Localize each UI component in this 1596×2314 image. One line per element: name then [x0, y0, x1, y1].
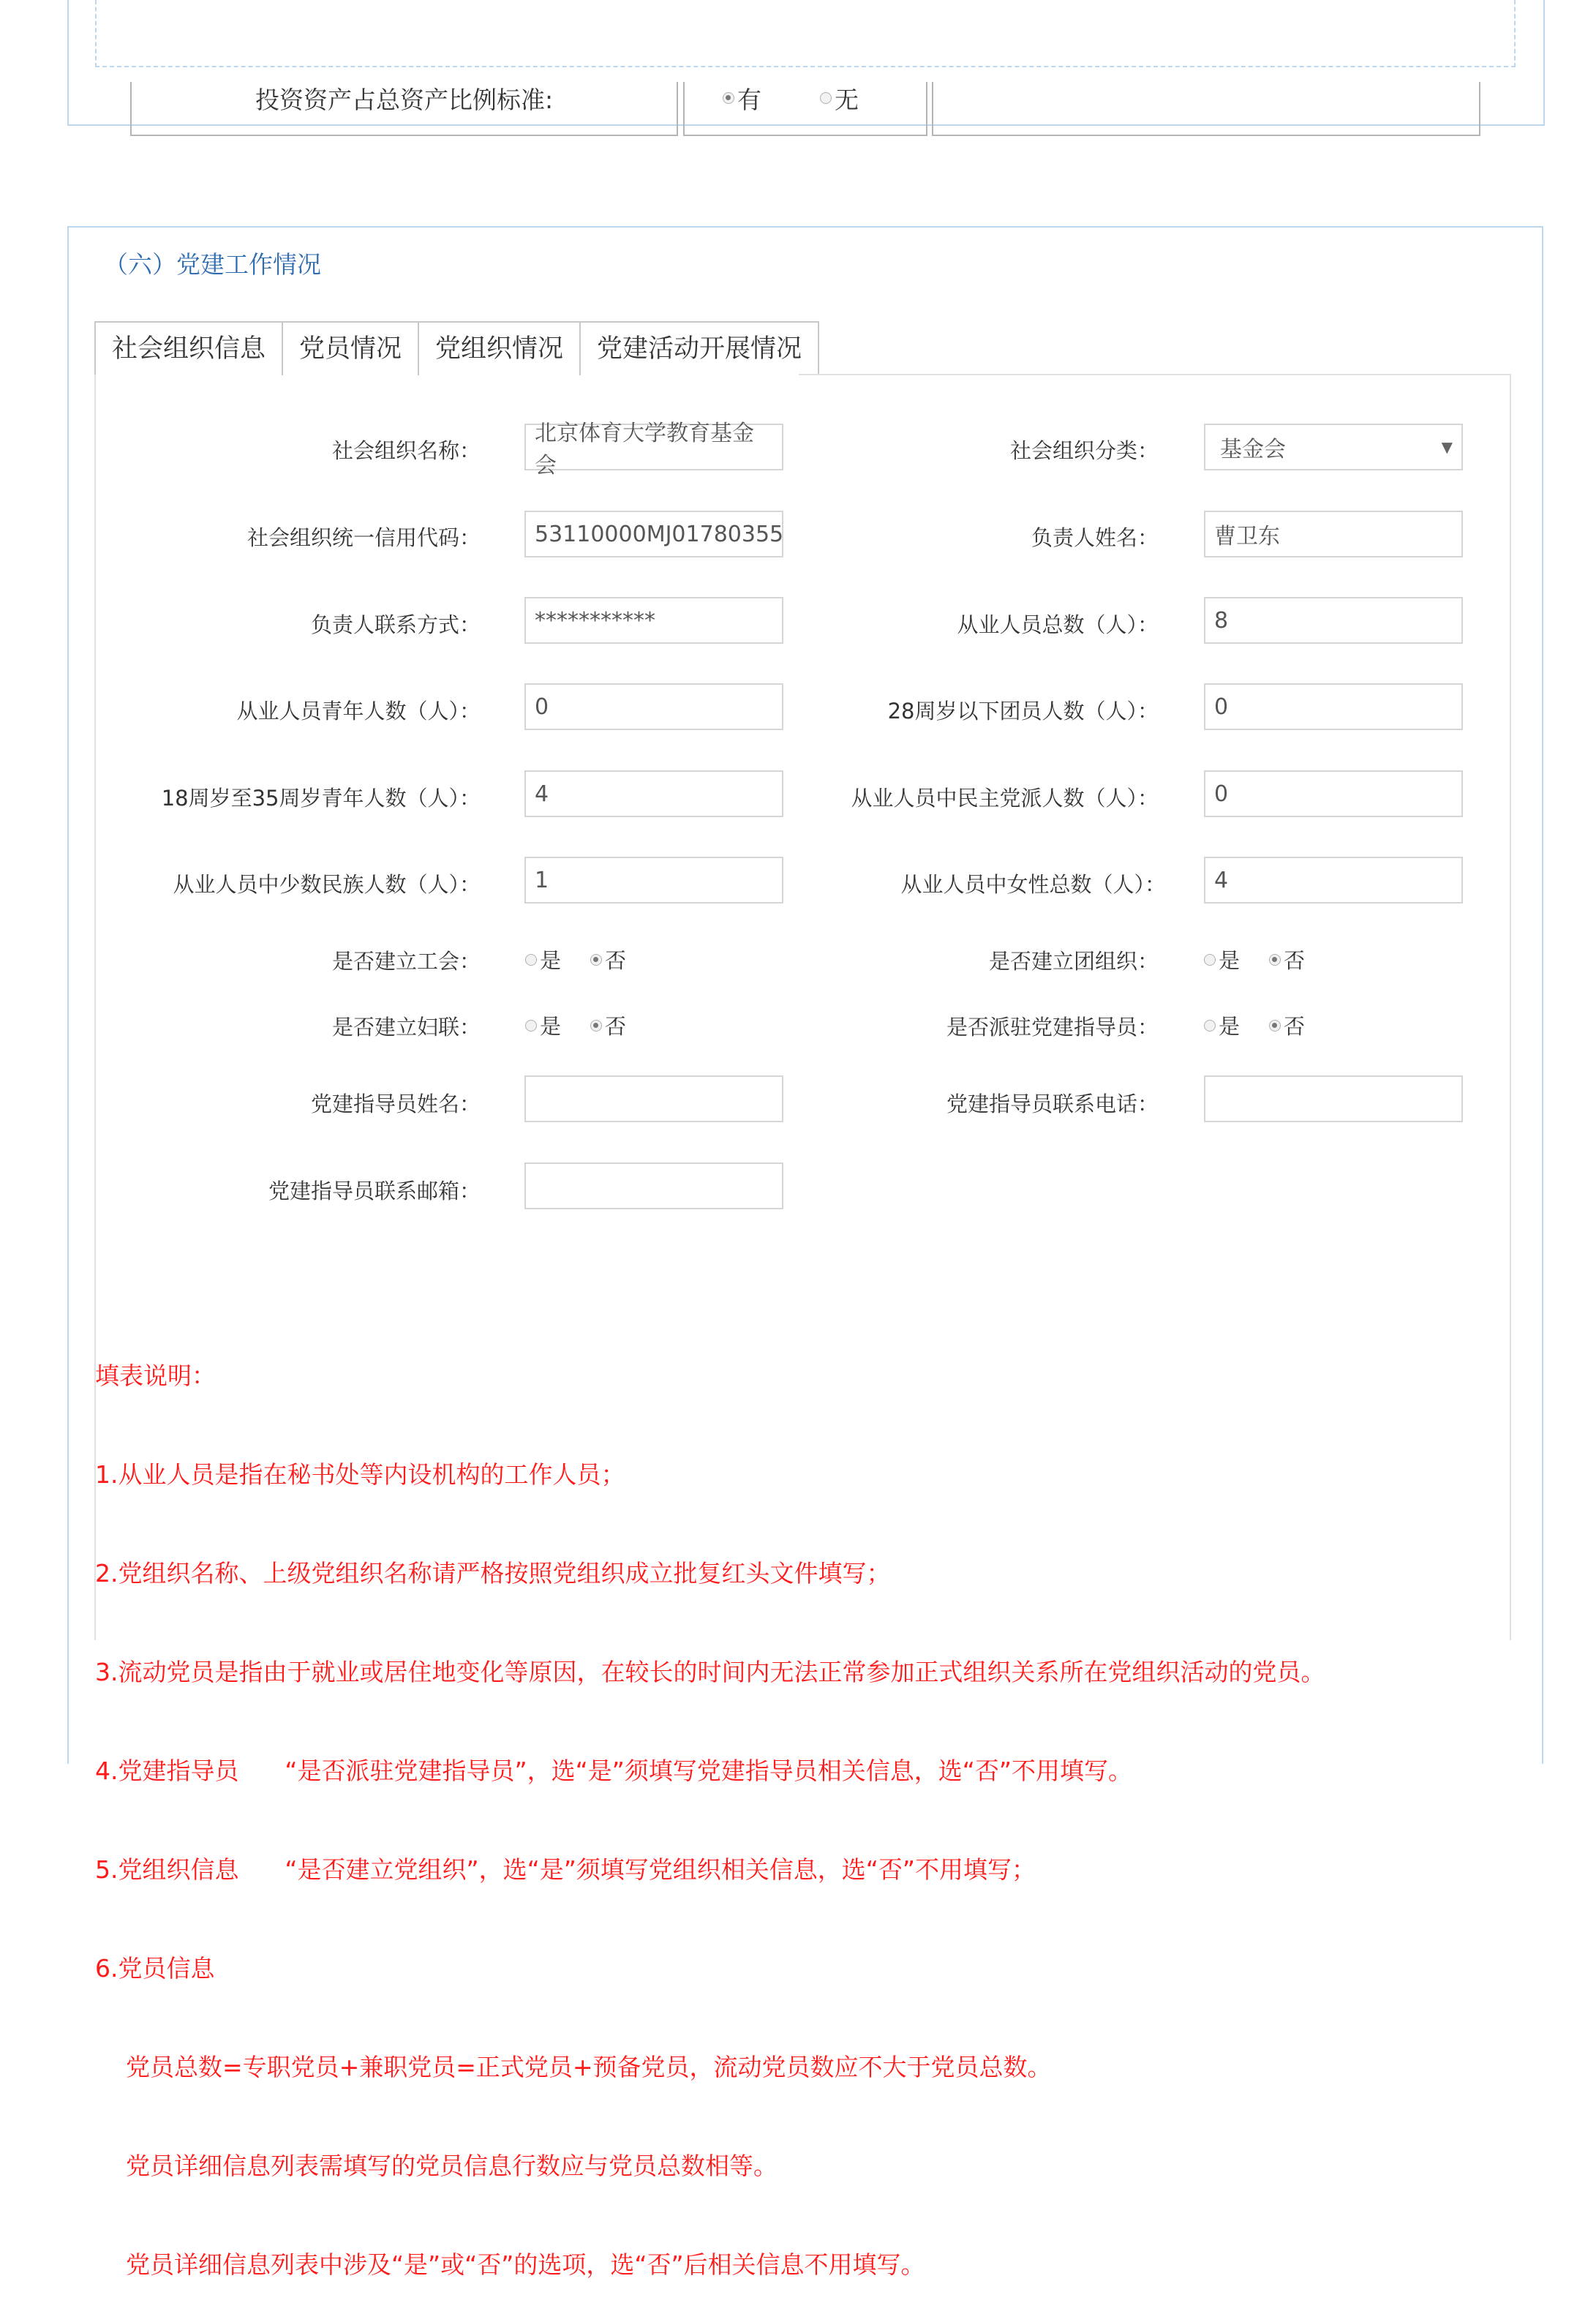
league-org-no-radio[interactable]: 否 — [1269, 944, 1305, 974]
leader-name-label: 负责人姓名： — [1031, 525, 1159, 550]
instructor-email-input[interactable] — [524, 1162, 783, 1209]
tab-bar — [94, 321, 819, 375]
female-total-input[interactable]: 4 — [1204, 857, 1463, 904]
tab-party-organization[interactable]: 党组织情况 — [419, 323, 581, 375]
staff-total-input[interactable]: 8 — [1204, 597, 1463, 644]
radio-checked-icon — [723, 92, 734, 104]
investment-ratio-empty-cell — [932, 82, 1480, 136]
chevron-down-icon: ▼ — [1441, 438, 1453, 456]
investment-ratio-label-cell — [130, 82, 678, 136]
women-fed-no-radio[interactable]: 否 — [590, 1010, 626, 1040]
women-fed-label: 是否建立妇联： — [331, 1015, 481, 1040]
org-name-input[interactable]: 北京体育大学教育基金会 — [524, 424, 783, 470]
instruction-line: 填表说明： — [95, 1361, 216, 1390]
instruction-line: 5.党组织信息 “是否建立党组织”，选“是”须填写党组织相关信息，选“否”不用填写； — [95, 1855, 1036, 1884]
credit-code-input[interactable]: 53110000MJ01780355 — [524, 511, 783, 557]
instruction-line: 党员总数=专职党员+兼职党员=正式党员+预备党员，流动党员数应不大于党员总数。 — [95, 2053, 1052, 2081]
instruction-line: 2.党组织名称、上级党组织名称请严格按照党组织成立批复红头文件填写； — [95, 1559, 891, 1588]
instructor-sent-yes-radio[interactable]: 是 — [1204, 1010, 1240, 1040]
tab-content-top-border — [799, 374, 1511, 375]
org-name-label: 社会组织名称： — [331, 438, 481, 463]
org-type-select[interactable]: 基金会 ▼ — [1204, 424, 1463, 470]
women-fed-radio-group — [525, 1010, 655, 1040]
instructor-sent-label: 是否派驻党建指导员： — [946, 1015, 1159, 1040]
tab-party-members[interactable]: 党员情况 — [283, 323, 419, 375]
league-org-label: 是否建立团组织： — [988, 949, 1159, 974]
radio-checked-icon — [1269, 954, 1281, 966]
ethnic-minority-input[interactable]: 1 — [524, 857, 783, 904]
leader-contact-label: 负责人联系方式： — [310, 612, 481, 637]
instruction-line: 1.从业人员是指在秘书处等内设机构的工作人员； — [95, 1460, 625, 1489]
instructor-phone-label: 党建指导员联系电话： — [946, 1092, 1159, 1116]
female-total-label: 从业人员中女性总数（人）： — [900, 872, 1166, 897]
investment-ratio-yes-radio[interactable]: 有 — [723, 81, 761, 116]
investment-ratio-no-radio[interactable]: 无 — [820, 81, 859, 116]
top-dashed-box — [95, 0, 1516, 67]
instructor-sent-no-radio[interactable]: 否 — [1269, 1010, 1305, 1040]
instruction-line: 6.党员信息 — [95, 1954, 215, 1983]
tab-content-right-border — [1510, 375, 1511, 1640]
tab-party-activities[interactable]: 党建活动开展情况 — [581, 323, 818, 375]
youth-18-35-input[interactable]: 4 — [524, 770, 783, 817]
youth-18-35-label: 18周岁至35周岁青年人数（人）： — [161, 786, 481, 811]
leader-name-input[interactable]: 曹卫东 — [1204, 511, 1463, 557]
radio-unchecked-icon — [820, 92, 832, 104]
instructor-email-label: 党建指导员联系邮箱： — [268, 1179, 481, 1203]
league-org-yes-radio[interactable]: 是 — [1204, 944, 1240, 974]
instruction-line: 党员详细信息列表需填写的党员信息行数应与党员总数相等。 — [95, 2152, 778, 2180]
investment-ratio-label: 投资资产占总资产比例标准: — [255, 85, 554, 114]
section-title: （六）党建工作情况 — [104, 250, 321, 279]
instruction-line: 3.流动党员是指由于就业或居住地变化等原因，在较长的时间内无法正常参加正式组织关系所在党组织活动的党员。 — [95, 1658, 1325, 1686]
investment-ratio-radio-cell — [683, 82, 927, 136]
radio-checked-icon — [1269, 1020, 1281, 1032]
leader-contact-input[interactable]: *********** — [524, 597, 783, 644]
org-type-label: 社会组织分类： — [1009, 438, 1159, 463]
league-org-radio-group — [1204, 944, 1334, 974]
instruction-line: 4.党建指导员 “是否派驻党建指导员”，选“是”须填写党建指导员相关信息，选“否”不用填写。 — [95, 1757, 1133, 1785]
women-fed-yes-radio[interactable]: 是 — [525, 1010, 561, 1040]
tab-org-info[interactable]: 社会组织信息 — [96, 323, 283, 375]
radio-checked-icon — [590, 954, 602, 966]
staff-youth-label: 从业人员青年人数（人）： — [236, 699, 481, 724]
instructor-phone-input[interactable] — [1204, 1075, 1463, 1122]
ethnic-minority-label: 从业人员中少数民族人数（人）： — [173, 872, 481, 897]
union-radio-group — [525, 944, 655, 974]
instructor-name-label: 党建指导员姓名： — [310, 1092, 481, 1116]
league-under28-label: 28周岁以下团员人数（人）： — [887, 699, 1159, 724]
democratic-party-input[interactable]: 0 — [1204, 770, 1463, 817]
radio-checked-icon — [590, 1020, 602, 1032]
union-yes-radio[interactable]: 是 — [525, 944, 561, 974]
instructor-name-input[interactable] — [524, 1075, 783, 1122]
democratic-party-label: 从业人员中民主党派人数（人）： — [851, 786, 1159, 811]
radio-unchecked-icon — [1204, 954, 1216, 966]
staff-youth-input[interactable]: 0 — [524, 683, 783, 730]
instructor-sent-radio-group — [1204, 1010, 1334, 1040]
radio-unchecked-icon — [525, 1020, 537, 1032]
credit-code-label: 社会组织统一信用代码： — [246, 525, 481, 550]
union-no-radio[interactable]: 否 — [590, 944, 626, 974]
radio-unchecked-icon — [1204, 1020, 1216, 1032]
league-under28-input[interactable]: 0 — [1204, 683, 1463, 730]
radio-unchecked-icon — [525, 954, 537, 966]
union-label: 是否建立工会： — [331, 949, 481, 974]
form-instructions — [95, 1293, 1325, 2314]
staff-total-label: 从业人员总数（人）： — [957, 612, 1159, 637]
instruction-line: 党员详细信息列表中涉及“是”或“否”的选项，选“否”后相关信息不用填写。 — [95, 2250, 925, 2279]
